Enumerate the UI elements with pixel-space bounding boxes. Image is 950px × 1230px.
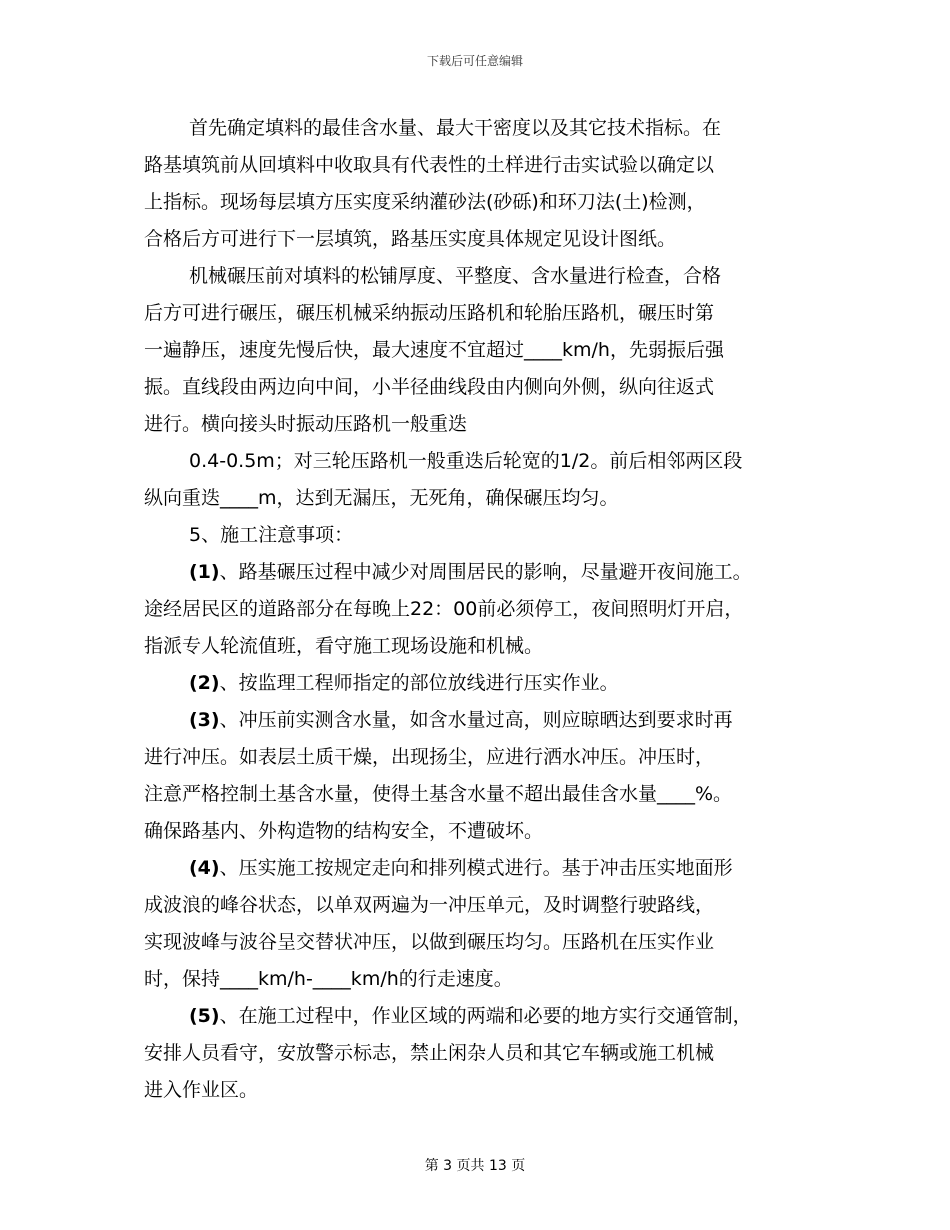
- list-item-4-text: 、压实施工按规定走向和排列模式进行。基于冲击压实地面形: [219, 857, 733, 879]
- body-line-9: 进行。横向接头时振动压路机一般重迭: [144, 413, 468, 435]
- body-line-8: 振。直线段由两边向中间，小半径曲线段由内侧向外侧，纵向往返式: [144, 376, 715, 398]
- document-body: [144, 114, 824, 1113]
- body-line-19: 注意严格控制土基含水量，使得土基含水量不超出最佳含水量____%。: [144, 783, 733, 805]
- body-line-5: 机械碾压前对填料的松铺厚度、平整度、含水量进行检查，合格: [189, 265, 722, 287]
- body-line-11: 纵向重迭____m，达到无漏压，无死角，确保碾压均匀。: [144, 487, 619, 509]
- list-item-5-text: 、在施工过程中，作业区域的两端和必要的地方实行交通管制，: [219, 1005, 752, 1027]
- body-line-1: 首先确定填料的最佳含水量、最大干密度以及其它技术指标。在: [189, 117, 722, 139]
- list-item-2-number: (2): [189, 672, 220, 694]
- list-item-1: [144, 558, 824, 595]
- list-item-4-number: (4): [189, 857, 220, 879]
- body-line-10: 0.4-0.5m；对三轮压路机一般重迭后轮宽的1/2。前后相邻两区段: [189, 450, 743, 472]
- list-item-1-text: 、路基碾压过程中减少对周围居民的影响，尽量避开夜间施工。: [219, 561, 752, 583]
- list-item-3: [144, 706, 824, 743]
- body-line-24: 时，保持____km/h-____km/h的行走速度。: [144, 968, 513, 990]
- body-line-2: 路基填筑前从回填料中收取具有代表性的土样进行击实试验以确定以: [144, 154, 715, 176]
- list-item-2: [144, 669, 824, 706]
- body-line-22: 成波浪的峰谷状态，以单双两遍为一冲压单元，及时调整行驶路线，: [144, 894, 715, 916]
- body-line-26: 安排人员看守，安放警示标志，禁止闲杂人员和其它车辆或施工机械: [144, 1042, 715, 1064]
- body-line-4: 合格后方可进行下一层填筑，路基压实度具体规定见设计图纸。: [144, 228, 677, 250]
- list-item-1-number: (1): [189, 561, 220, 583]
- list-item-3-number: (3): [189, 709, 220, 731]
- body-line-27: 进入作业区。: [144, 1079, 259, 1101]
- body-line-14: 途经居民区的道路部分在每晚上22：00前必须停工，夜间照明灯开启，: [144, 598, 744, 620]
- body-line-18: 进行冲压。如表层土质干燥，出现扬尘，应进行洒水冲压。冲压时，: [144, 746, 715, 768]
- page-header: 下载后可任意编辑: [426, 54, 523, 68]
- list-item-5: [144, 1002, 824, 1039]
- body-line-20: 确保路基内、外构造物的结构安全，不遭破坏。: [144, 820, 544, 842]
- body-line-6: 后方可进行碾压，碾压机械采纳振动压路机和轮胎压路机，碾压时第: [144, 302, 715, 324]
- section-heading: 5、施工注意事项：: [189, 524, 354, 546]
- body-line-3: 上指标。现场每层填方压实度采纳灌砂法(砂砾)和环刀法(土)检测，: [144, 191, 706, 213]
- body-line-15: 指派专人轮流值班，看守施工现场设施和机械。: [144, 635, 544, 657]
- list-item-4: [144, 854, 824, 891]
- body-line-7: 一遍静压，速度先慢后快，最大速度不宜超过____km/h，先弱振后强: [144, 339, 724, 361]
- body-line-23: 实现波峰与波谷呈交替状冲压，以做到碾压均匀。压路机在压实作业: [144, 931, 715, 953]
- list-item-2-text: 、按监理工程师指定的部位放线进行压实作业。: [219, 672, 619, 694]
- list-item-5-number: (5): [189, 1005, 220, 1027]
- page-footer: 第 3 页共 13 页: [424, 1158, 526, 1174]
- list-item-3-text: 、冲压前实测含水量，如含水量过高，则应晾晒达到要求时再: [219, 709, 733, 731]
